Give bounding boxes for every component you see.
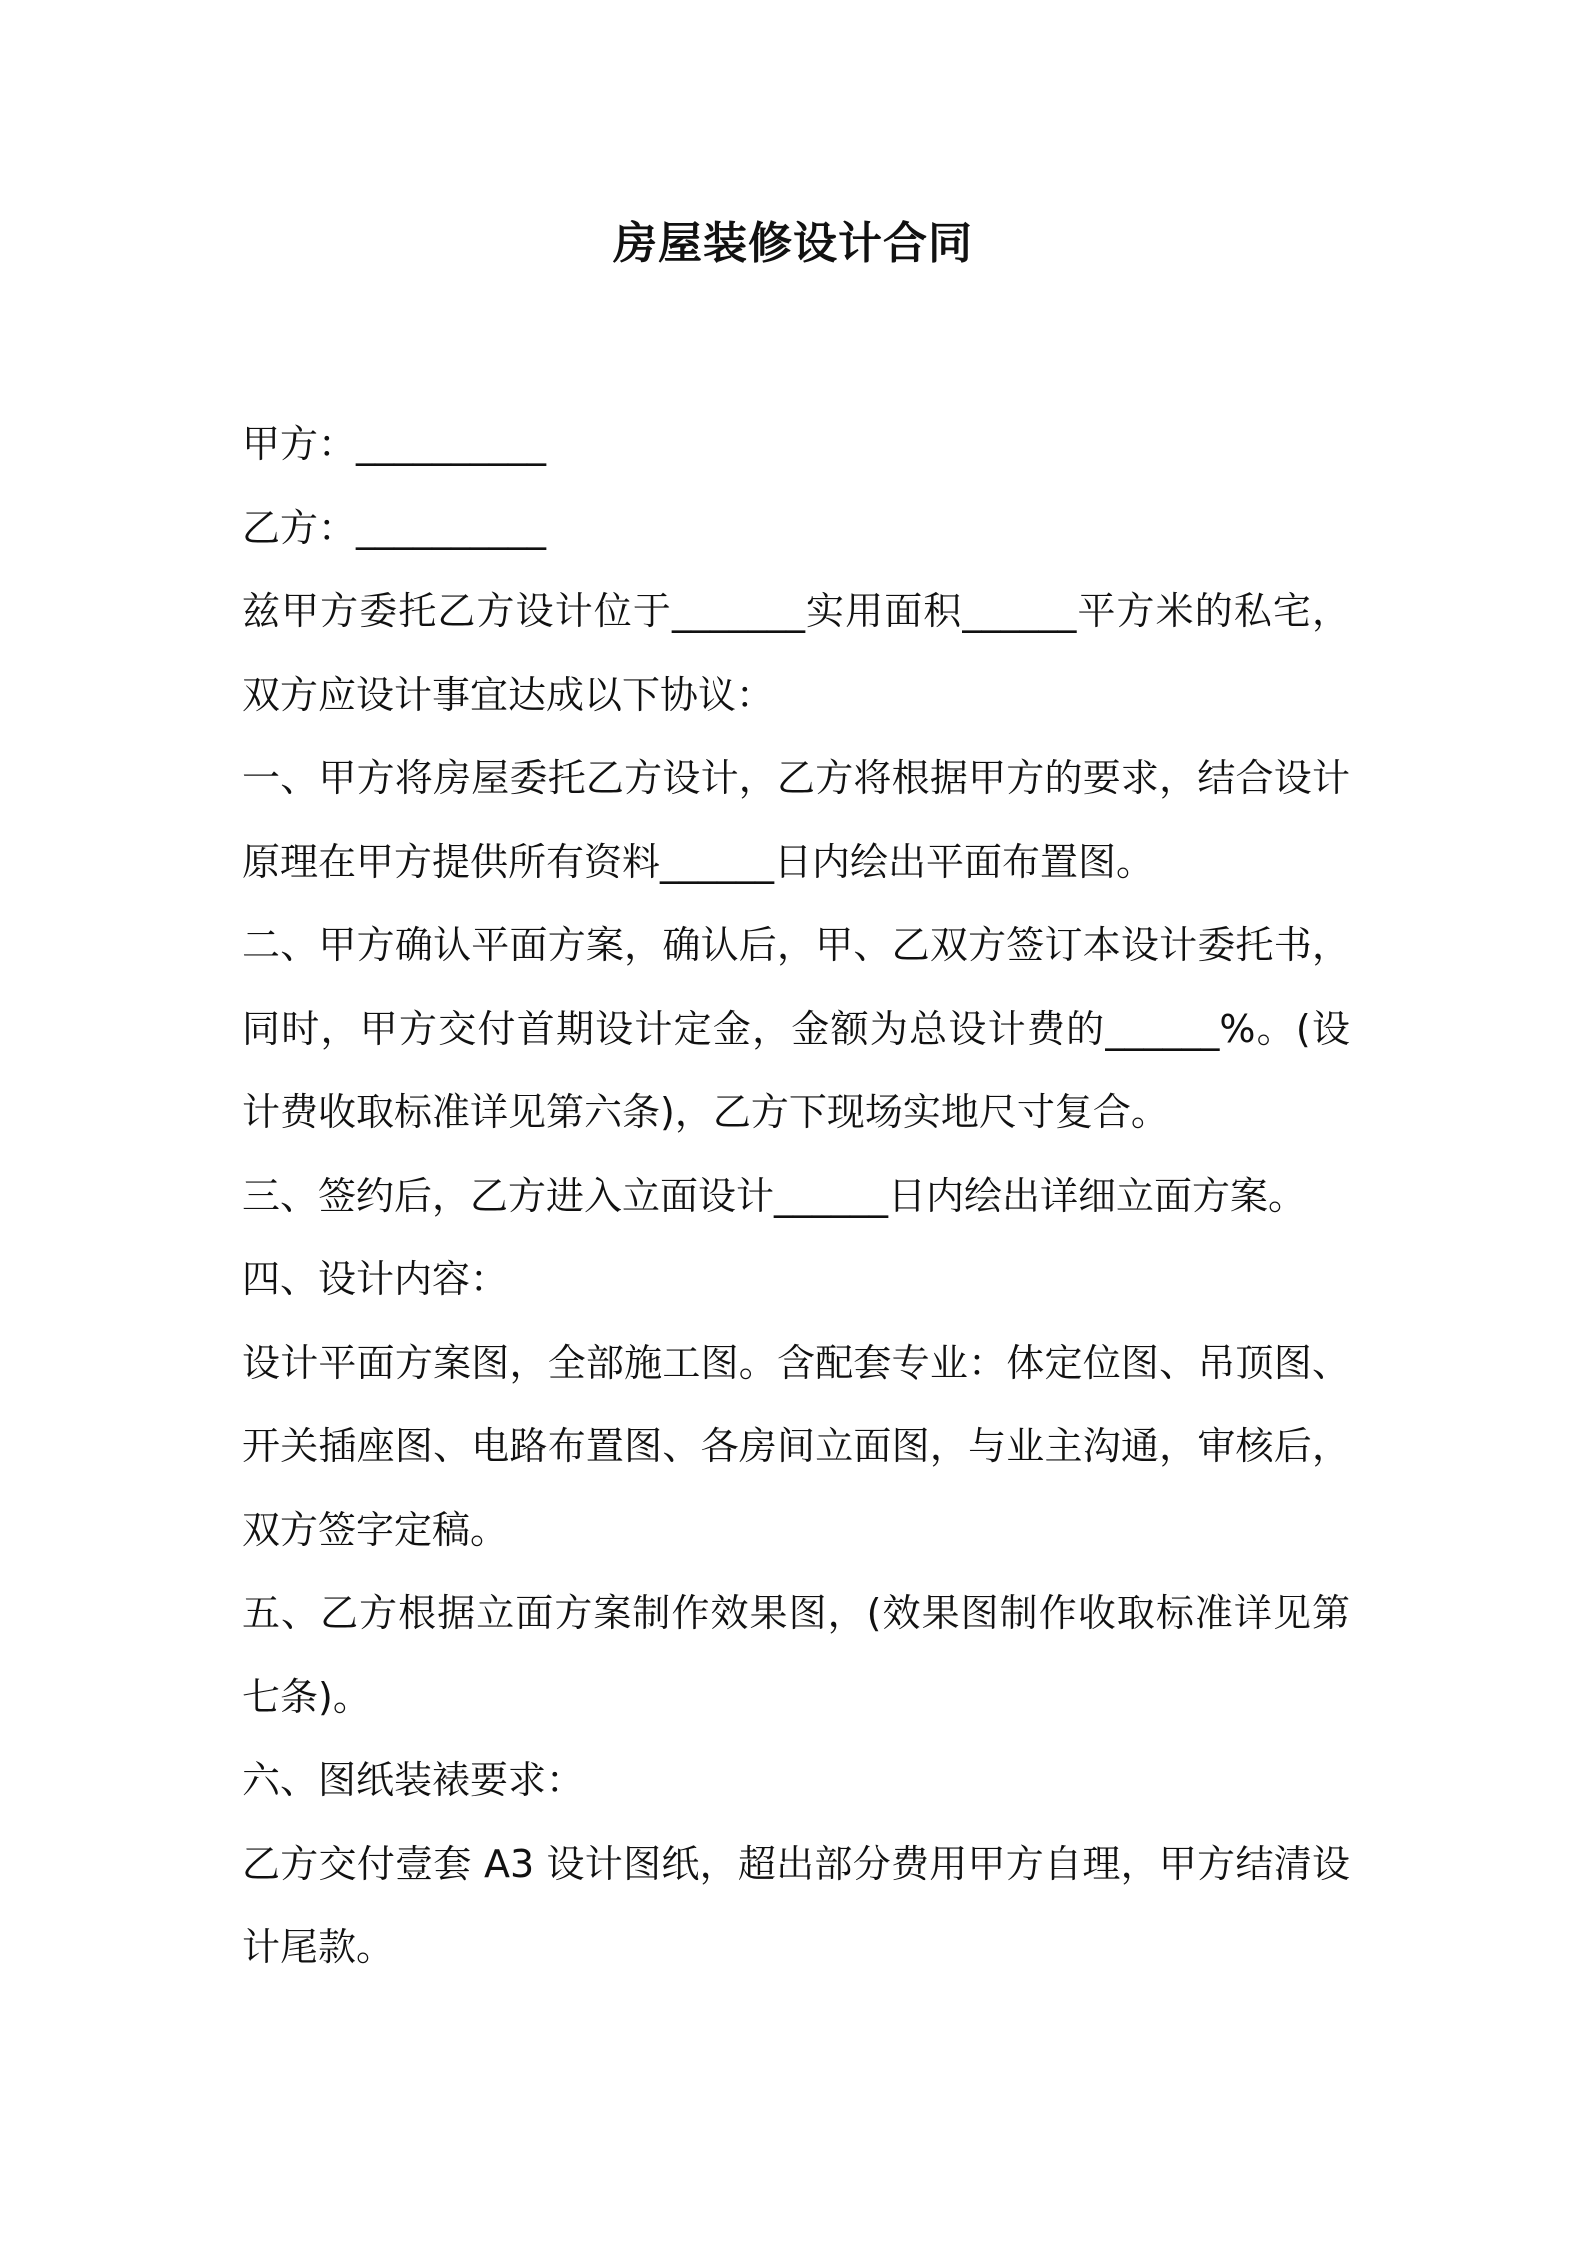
clause-4-content: 设计平面方案图，全部施工图。含配套专业：体定位图、吊顶图、开关插座图、电路布置图、各房间立面图，与业主沟通，审核后，双方签字定稿。	[242, 1340, 1350, 1552]
clause-6-content: 乙方交付壹套 A3 设计图纸，超出部分费用甲方自理，甲方结清设计尾款。	[242, 1841, 1350, 1969]
clause-6-heading: 六、图纸装裱要求：	[242, 1758, 585, 1802]
clause-2-paragraph: 二、甲方确认平面方案，确认后，甲、乙双方签订本设计委托书，同时，甲方交付首期设计定金，金额为总设计费的______%。(设计费收取标准详见第六条)，乙方下现场实地尺寸复合。	[242, 923, 1350, 1134]
clause-3-paragraph: 三、签约后，乙方进入立面设计______日内绘出详细立面方案。	[242, 1173, 1307, 1218]
clause-5-paragraph: 五、乙方根据立面方案制作效果图，(效果图制作收取标准详见第七条)。	[242, 1591, 1350, 1719]
document-title: 房屋装修设计合同	[613, 218, 973, 269]
party-b-line: 乙方：__________	[242, 505, 547, 550]
preamble-paragraph: 兹甲方委托乙方设计位于_______实用面积______平方米的私宅，双方应设计事宜达成以下协议：	[242, 589, 1350, 717]
party-a-line: 甲方：__________	[242, 422, 547, 466]
document-body	[242, 403, 1350, 1990]
clause-1-paragraph: 一、甲方将房屋委托乙方设计，乙方将根据甲方的要求，结合设计原理在甲方提供所有资料______日内绘出平面布置图。	[242, 756, 1350, 884]
clause-4-heading: 四、设计内容：	[242, 1257, 509, 1301]
